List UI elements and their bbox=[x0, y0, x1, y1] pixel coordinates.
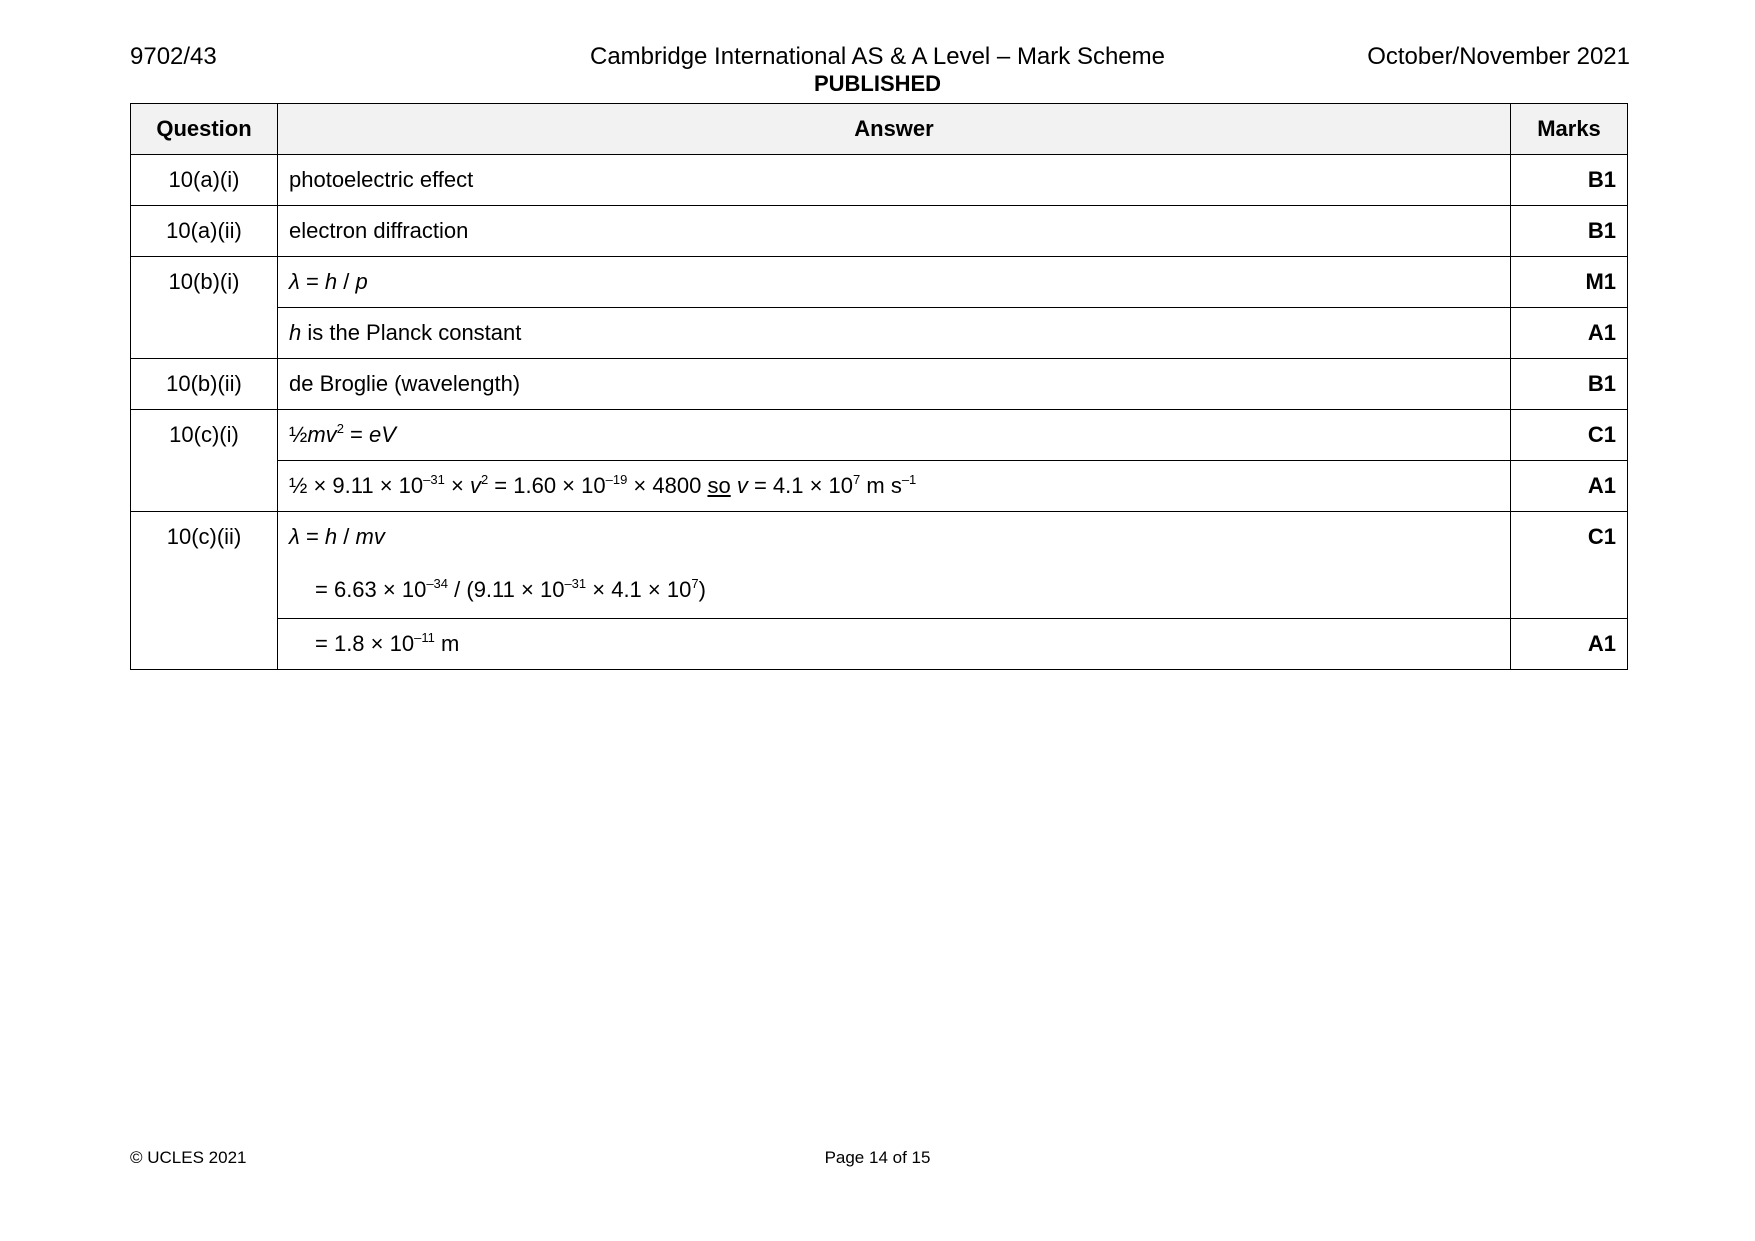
answer-cell: electron diffraction bbox=[278, 206, 1511, 257]
mark-cell: A1 bbox=[1511, 461, 1628, 512]
table-row bbox=[131, 619, 1628, 670]
mark-cell: A1 bbox=[1511, 308, 1628, 359]
exam-session: October/November 2021 bbox=[1367, 43, 1630, 70]
question-cell: 10(a)(i) bbox=[131, 155, 278, 206]
mark-cell: M1 bbox=[1511, 257, 1628, 308]
answer-cell: = $1.8 \times 10^{-11}$ m bbox=[278, 619, 1511, 670]
mark-cell: C1 bbox=[1511, 410, 1628, 461]
answer-cell: ½ × $9.11 \times 10^{-31} \times v^2 = 1.60 \times 10^{-19} \times 4800$ so $v = 4.1 \times 10^7$ m $s^{-1}$ bbox=[278, 461, 1511, 512]
question-cell: 10(c)(i) bbox=[131, 410, 278, 512]
answer-cell: $\frac{1}{2}mv^2$ = eV bbox=[278, 410, 1511, 461]
mark-cell: B1 bbox=[1511, 155, 1628, 206]
table-row bbox=[131, 257, 1628, 308]
mark-cell: B1 bbox=[1511, 359, 1628, 410]
marks-column-header: Marks bbox=[1511, 104, 1628, 155]
mark-cell: B1 bbox=[1511, 206, 1628, 257]
table-row bbox=[131, 359, 1628, 410]
table-header-row bbox=[131, 104, 1628, 155]
mark-cell: C1 bbox=[1511, 512, 1628, 619]
mark-cell: A1 bbox=[1511, 619, 1628, 670]
table-row bbox=[131, 512, 1628, 619]
answer-cell: λ = h / p bbox=[278, 257, 1511, 308]
table-row bbox=[131, 155, 1628, 206]
mark-scheme-table bbox=[130, 103, 1628, 670]
question-cell: 10(c)(ii) bbox=[131, 512, 278, 670]
question-cell: 10(b)(i) bbox=[131, 257, 278, 359]
answer-cell: de Broglie (wavelength) bbox=[278, 359, 1511, 410]
table-row bbox=[131, 461, 1628, 512]
answer-cell: h is the Planck constant bbox=[278, 308, 1511, 359]
answer-cell bbox=[278, 512, 1511, 619]
answer-line: = $6.63 \times 10^{-34} / (9.11 \times 10^{-31} \times 4.1 \times 10^7)$ bbox=[315, 576, 706, 602]
question-cell: 10(b)(ii) bbox=[131, 359, 278, 410]
answer-column-header: Answer bbox=[278, 104, 1511, 155]
question-column-header: Question bbox=[131, 104, 278, 155]
table-row bbox=[131, 206, 1628, 257]
table-row bbox=[131, 308, 1628, 359]
answer-cell: photoelectric effect bbox=[278, 155, 1511, 206]
question-cell: 10(a)(ii) bbox=[131, 206, 278, 257]
page-number: Page 14 of 15 bbox=[824, 1148, 931, 1167]
published-label: PUBLISHED bbox=[813, 71, 942, 96]
answer-line: λ = h / mv bbox=[289, 524, 385, 549]
document-title: Cambridge International AS & A Level – Mark Scheme bbox=[590, 43, 1165, 70]
paper-code: 9702/43 bbox=[130, 43, 217, 70]
table-row bbox=[131, 410, 1628, 461]
copyright: © UCLES 2021 bbox=[130, 1148, 247, 1167]
